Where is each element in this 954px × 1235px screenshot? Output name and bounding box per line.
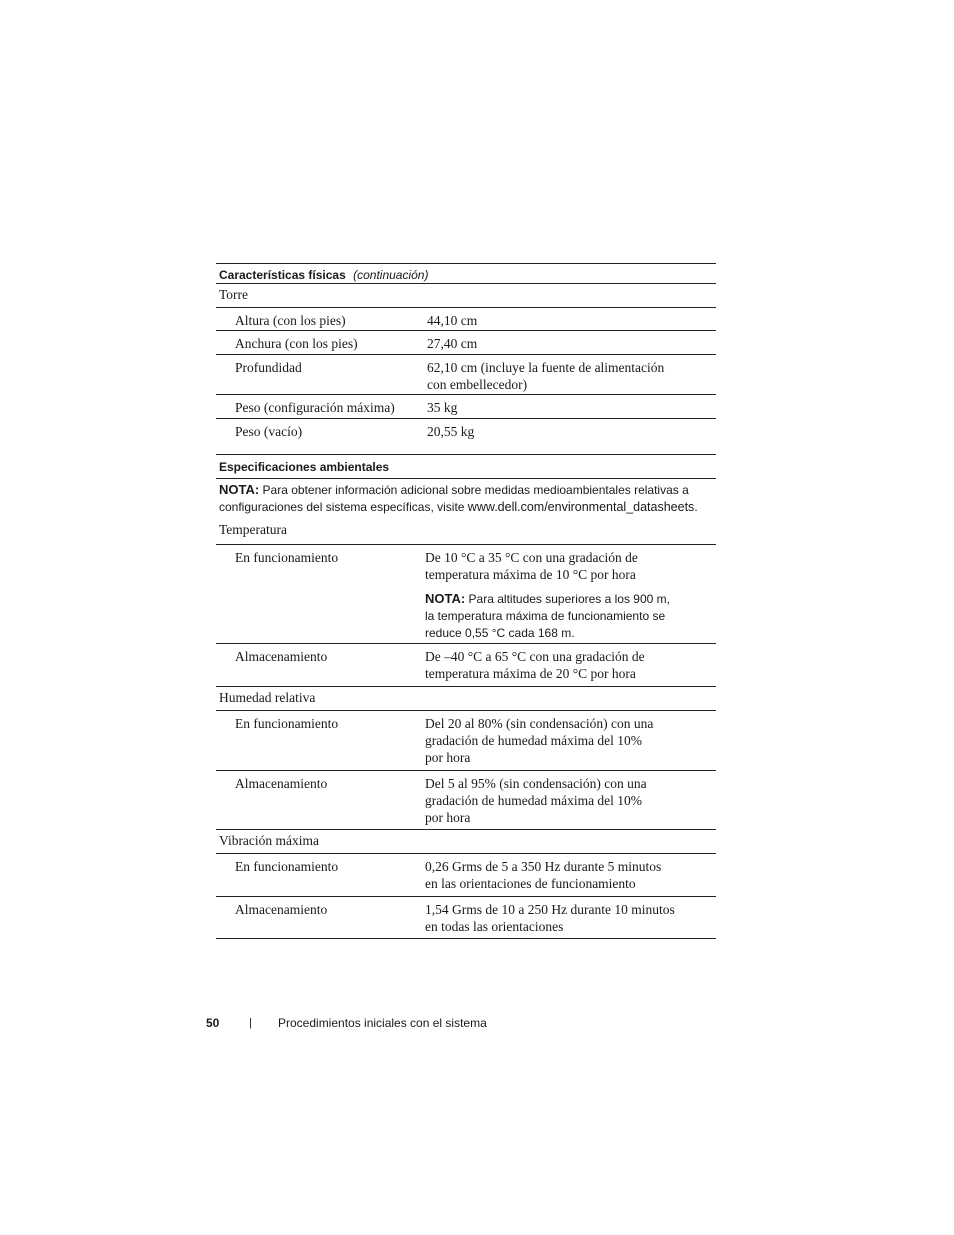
row-value: [425, 648, 716, 686]
table-row: [216, 331, 716, 355]
row-value-line: gradación de humedad máxima del 10%: [425, 793, 643, 808]
row-value-line: De –40 °C a 65 °C con una gradación de: [425, 649, 645, 664]
table-row: [216, 419, 716, 443]
row-label: Almacenamiento: [235, 649, 328, 664]
spec-document: [216, 263, 716, 939]
note-text: configuraciones del sistema específicas, visite: [219, 500, 468, 514]
row-label: En funcionamiento: [235, 859, 339, 874]
table-row: [216, 355, 716, 395]
row-value-line: en las orientaciones de funcionamiento: [425, 876, 636, 891]
row-value-line: en todas las orientaciones: [425, 919, 564, 934]
row-value-line: 1,54 Grms de 10 a 250 Hz durante 10 minutos: [425, 902, 675, 917]
physical-header-title: Características físicas: [219, 268, 346, 282]
page-number: 50: [206, 1016, 220, 1030]
table-row: [216, 854, 716, 897]
note-label: NOTA:: [425, 591, 466, 606]
row-value: [425, 901, 716, 938]
group-humidity: Humedad relativa: [216, 687, 716, 711]
physical-header-continued: (continuación): [353, 268, 429, 282]
row-value-line: temperatura máxima de 20 °C por hora: [425, 666, 636, 681]
row-value-line: con embellecedor): [427, 377, 528, 392]
group-tower: Torre: [216, 284, 716, 308]
row-label: Peso (vacío): [235, 424, 303, 439]
row-label: Anchura (con los pies): [235, 336, 358, 351]
env-table-header: [216, 454, 716, 479]
row-label: Altura (con los pies): [235, 313, 346, 328]
row-value-line: gradación de humedad máxima del 10%: [425, 733, 643, 748]
note-text: Para obtener información adicional sobre medidas medioambientales relativas a: [262, 483, 689, 497]
row-value-line: 0,26 Grms de 5 a 350 Hz durante 5 minutos: [425, 859, 662, 874]
row-value-line: por hora: [425, 750, 471, 765]
row-label: En funcionamiento: [235, 550, 339, 565]
table-row: [216, 545, 716, 644]
table-row: [216, 308, 716, 331]
table-row: [216, 711, 716, 771]
row-value: [425, 858, 716, 896]
row-label: Profundidad: [235, 360, 302, 375]
row-label: En funcionamiento: [235, 716, 339, 731]
table-row: [216, 395, 716, 419]
table-row: [216, 771, 716, 830]
row-value: 35 kg: [427, 400, 458, 415]
note-text: reduce 0,55 °C cada 168 m.: [425, 626, 575, 640]
env-header-title: Especificaciones ambientales: [219, 460, 390, 474]
footer-separator: |: [249, 1017, 252, 1029]
row-label: Peso (configuración máxima): [235, 400, 395, 415]
row-value-line: De 10 °C a 35 °C con una gradación de: [425, 550, 638, 565]
row-value: 20,55 kg: [427, 424, 475, 439]
row-value-line: Del 5 al 95% (sin condensación) con una: [425, 776, 647, 791]
env-note: [216, 479, 716, 521]
row-value-line: temperatura máxima de 10 °C por hora: [425, 567, 636, 582]
row-value: [425, 549, 716, 643]
footer-title: Procedimientos iniciales con el sistema: [278, 1016, 487, 1030]
table-row: [216, 897, 716, 939]
row-value: 27,40 cm: [427, 336, 478, 351]
note-text: Para altitudes superiores a los 900 m,: [468, 592, 670, 606]
group-vibration: Vibración máxima: [216, 830, 716, 854]
note-text: la temperatura máxima de funcionamiento se: [425, 609, 666, 623]
row-value-line: Del 20 al 80% (sin condensación) con una: [425, 716, 654, 731]
note-label: NOTA:: [219, 482, 260, 497]
group-temperature: Temperatura: [216, 521, 716, 545]
row-label: Almacenamiento: [235, 902, 328, 917]
row-value-line: por hora: [425, 810, 471, 825]
row-value-line: 62,10 cm (incluye la fuente de alimentación: [427, 360, 665, 375]
row-value: [425, 775, 716, 829]
environmental-datasheets-link[interactable]: www.dell.com/environmental_datasheets: [467, 500, 695, 514]
table-row: [216, 644, 716, 687]
row-value: [425, 715, 716, 770]
temperature-note: [425, 590, 712, 642]
physical-table-header: [216, 263, 716, 284]
row-value: [427, 359, 716, 394]
row-label: Almacenamiento: [235, 776, 328, 791]
row-value: 44,10 cm: [427, 313, 478, 328]
note-text: .: [694, 500, 698, 514]
